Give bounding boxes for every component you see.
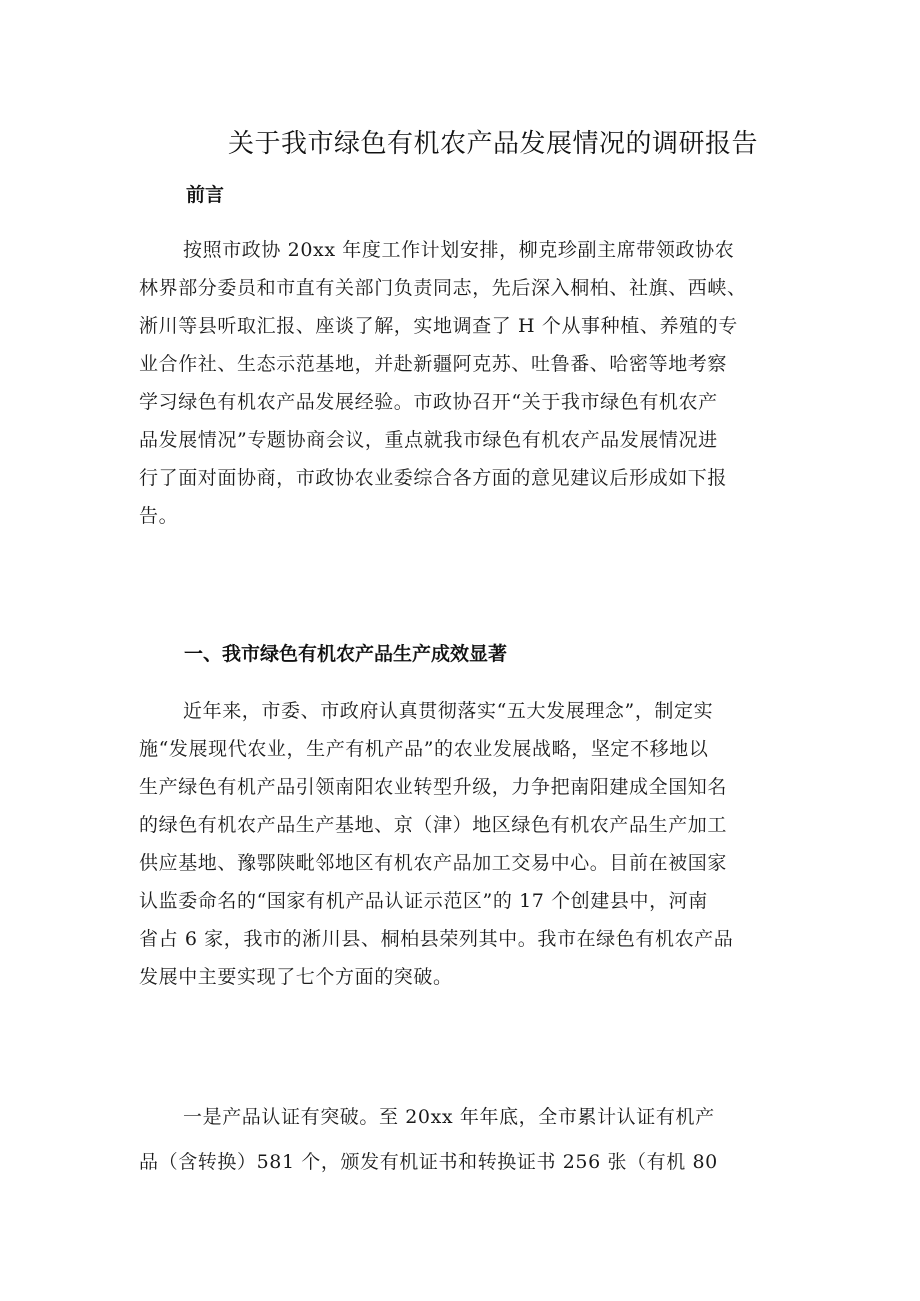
- preface-heading: 前言: [186, 184, 225, 206]
- section1-line: 认监委命名的“国家有机产品认证示范区”的 17 个创建县中，河南: [139, 890, 708, 912]
- point1-line: 一是产品认证有突破。至 20xx 年年底，全市累计认证有机产: [183, 1106, 715, 1128]
- preface-paragraph: [139, 231, 785, 535]
- point1-paragraph: [139, 1095, 785, 1185]
- preface-line: 行了面对面协商，市政协农业委综合各方面的意见建议后形成如下报: [139, 467, 728, 489]
- section1-line: 施“发展现代农业，生产有机产品”的农业发展战略，坚定不移地以: [139, 738, 709, 760]
- section1-line: 发展中主要实现了七个方面的突破。: [139, 966, 453, 988]
- preface-line: 淅川等县听取汇报、座谈了解，实地调查了 H 个从事种植、养殖的专: [139, 315, 738, 337]
- point1-line: 品（含转换）581 个，颁发有机证书和转换证书 256 张（有机 80: [139, 1151, 718, 1173]
- preface-line: 按照市政协 20xx 年度工作计划安排，柳克珍副主席带领政协农: [183, 239, 735, 261]
- section1-paragraph: [139, 692, 785, 996]
- preface-line: 林界部分委员和市直有关部门负责同志，先后深入桐柏、社旗、西峡、: [139, 277, 747, 299]
- preface-line: 品发展情况”专题协商会议，重点就我市绿色有机农产品发展情况进: [139, 429, 718, 451]
- document-title: 关于我市绿色有机农产品发展情况的调研报告: [228, 129, 759, 159]
- preface-line: 业合作社、生态示范基地，并赴新疆阿克苏、吐鲁番、哈密等地考察: [139, 353, 728, 375]
- preface-line: 学习绿色有机农产品发展经验。市政协召开“关于我市绿色有机农产: [139, 391, 718, 413]
- preface-line: 告。: [139, 505, 179, 527]
- section1-heading: 一、我市绿色有机农产品生产成效显著: [184, 643, 508, 665]
- section1-line: 省占 6 家，我市的淅川县、桐柏县荣列其中。我市在绿色有机农产品: [139, 928, 734, 950]
- section1-line: 的绿色有机农产品生产基地、京（津）地区绿色有机农产品生产加工: [139, 814, 728, 836]
- section1-line: 生产绿色有机产品引领南阳农业转型升级，力争把南阳建成全国知名: [139, 776, 728, 798]
- section1-line: 供应基地、豫鄂陕毗邻地区有机农产品加工交易中心。目前在被国家: [139, 852, 728, 874]
- section1-line: 近年来，市委、市政府认真贯彻落实“五大发展理念”，制定实: [183, 700, 714, 722]
